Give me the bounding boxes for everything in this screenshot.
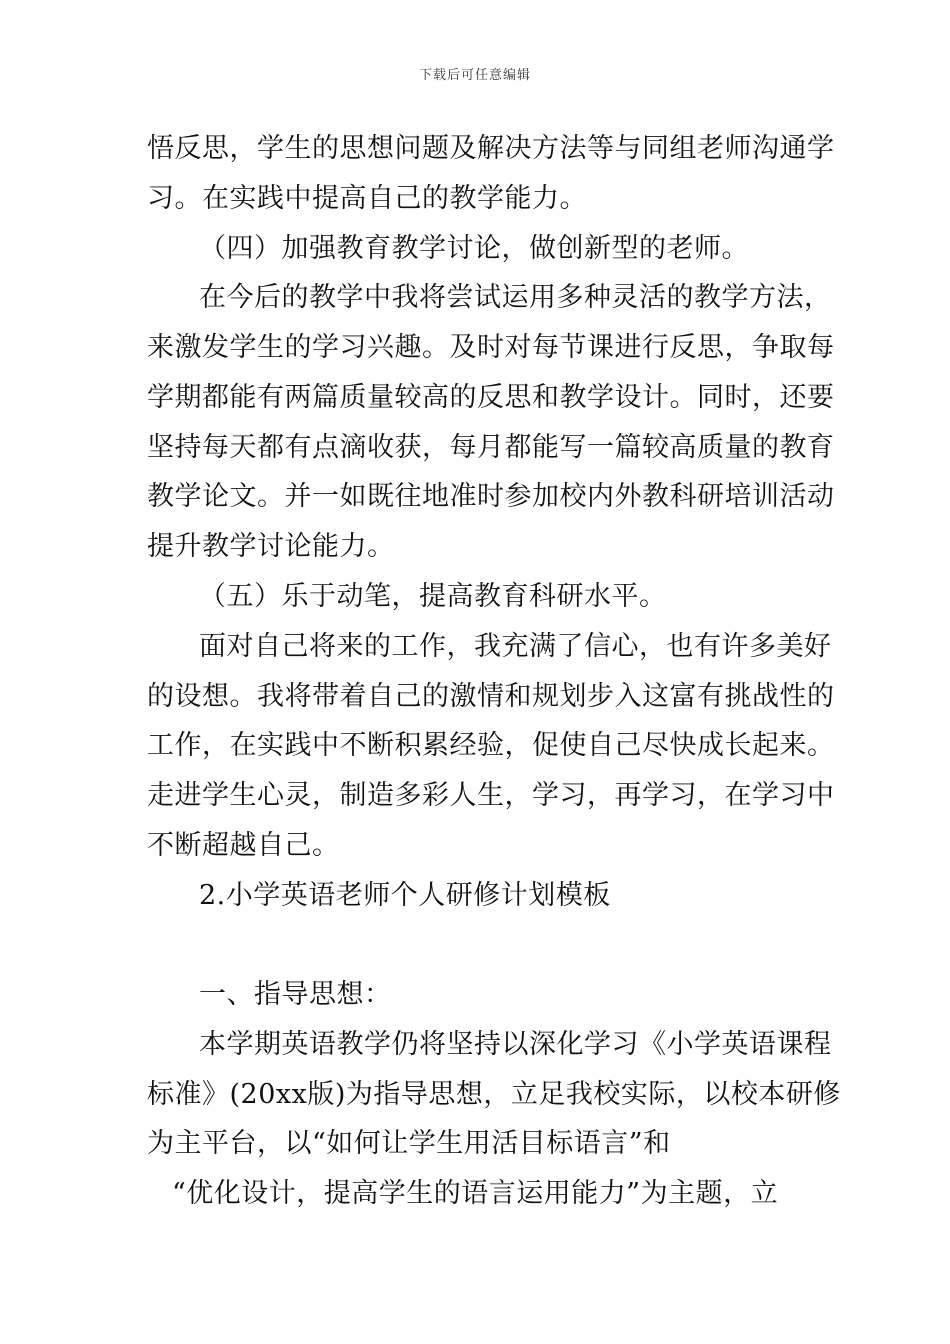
paragraph-line: 标准》(20xx版)为指导思想，立足我校实际，以校本研修 [147,1079,841,1110]
paragraph-line: 走进学生心灵，制造多彩人生，学习，再学习，在学习中 [147,780,835,811]
paragraph-line: 为主平台，以“如何让学生用活目标语言”和 [147,1128,671,1159]
paragraph-line: 悟反思，学生的思想问题及解决方法等与同组老师沟通学 [147,133,835,164]
paragraph-line: 的设想。我将带着自己的激情和规划步入这富有挑战性的 [147,681,835,712]
paragraph-line: 坚持每天都有点滴收获，每月都能写一篇较高质量的教育 [147,432,835,463]
paragraph-line: 学期都能有两篇质量较高的反思和教学设计。同时，还要 [147,382,835,413]
paragraph-line: 习。在实践中提高自己的教学能力。 [147,183,587,214]
paragraph-line: 提升教学讨论能力。 [147,531,395,562]
section-heading: （四）加强教育教学讨论，做创新型的老师。 [199,233,749,264]
paragraph-line: 教学论文。并一如既往地准时参加校内外教科研培训活动 [147,481,835,512]
paragraph-line: “优化设计，提高学生的语言运用能力”为主题，立 [172,1178,779,1209]
paragraph-line: 来激发学生的学习兴趣。及时对每节课进行反思，争取每 [147,332,835,363]
page-header: 下载后可任意编辑 [418,68,531,83]
section-title: 2.小学英语老师个人研修计划模板 [199,880,611,911]
paragraph-line: 工作，在实践中不断积累经验，促使自己尽快成长起来。 [147,730,835,761]
paragraph-line: 在今后的教学中我将尝试运用多种灵活的教学方法， [199,282,832,313]
section-heading: （五）乐于动笔，提高教育科研水平。 [199,581,667,612]
paragraph-line: 不断超越自己。 [147,830,340,861]
section-heading: 一、指导思想： [199,979,392,1010]
paragraph-line: 本学期英语教学仍将坚持以深化学习《小学英语课程 [199,1029,832,1060]
paragraph-line: 面对自己将来的工作，我充满了信心，也有许多美好 [199,631,832,662]
